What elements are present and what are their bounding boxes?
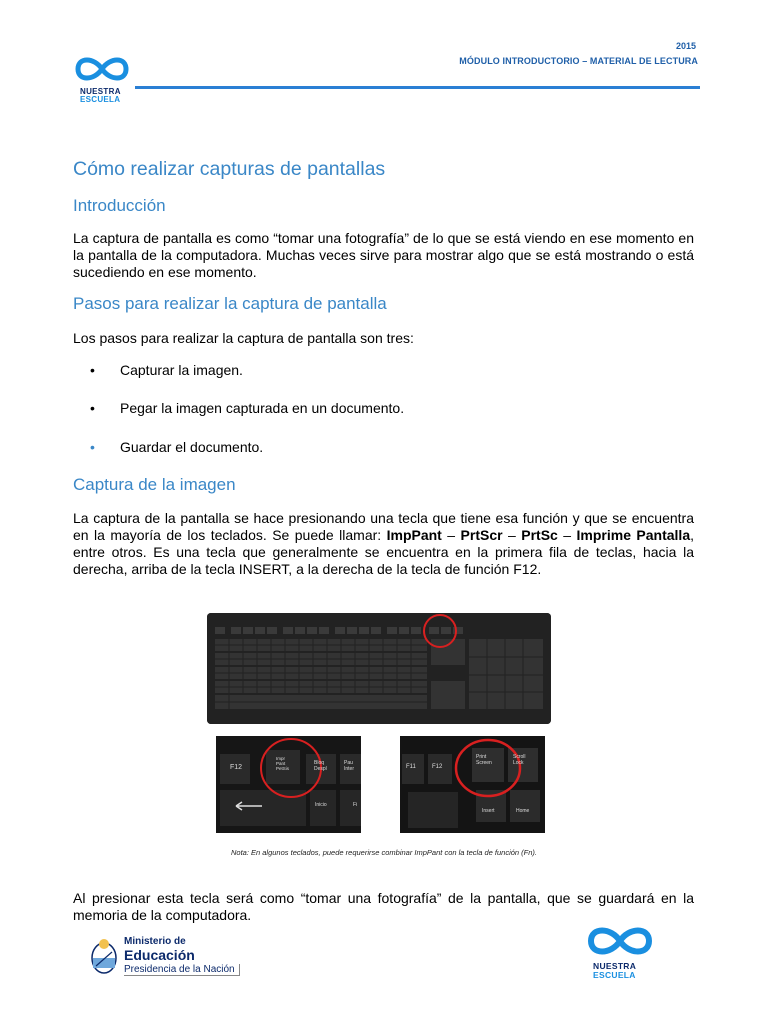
page-title: Cómo realizar capturas de pantallas: [73, 158, 386, 180]
key-impr-pant-label: Impr Pant PetSis: [276, 756, 290, 771]
logo-line-1: NUESTRA: [80, 87, 121, 96]
list-item: • Pegar la imagen capturada en un documento.: [90, 400, 405, 416]
list-item: • Capturar la imagen.: [90, 362, 243, 378]
key-pausa-label: Pau Inter: [344, 760, 355, 772]
header-year: 2015: [675, 41, 696, 51]
key-name-prtsc: PrtSc: [521, 527, 558, 543]
separator: –: [441, 527, 461, 543]
infinity-logo-icon: [585, 925, 655, 957]
capture-heading: Captura de la imagen: [73, 475, 236, 494]
image-note-caption: Nota: En algunos teclados, puede requerirse combinar ImpPant con la tecla de función (Fn).: [230, 848, 537, 857]
key-f12-label: F12: [230, 764, 243, 771]
key-f12-label: F12: [432, 764, 443, 770]
footer-logo-line-2: ESCUELA: [593, 970, 636, 980]
key-f11-label: F11: [406, 764, 416, 770]
keyboard-image: [207, 613, 551, 724]
capture-paragraph: [73, 510, 694, 578]
key-bloq-despl-label: Bloq Despl: [314, 760, 327, 772]
key-fin-label: Fi: [353, 802, 358, 808]
steps-heading: Pasos para realizar la captura de pantalla: [73, 294, 387, 313]
intro-heading: Introducción: [73, 196, 166, 215]
intro-paragraph: La captura de pantalla es como “tomar una fotografía” de lo que se está viendo en ese momento en la pantalla de la computadora. Muchas veces sirve para mostrar algo que se está mostrando o está sucediendo en ese momento.: [73, 230, 694, 280]
key-home-label: Home: [516, 808, 530, 814]
keyboard-illustration: [207, 613, 551, 724]
steps-intro: Los pasos para realizar la captura de pantalla son tres:: [73, 330, 414, 346]
step-2-text: Pegar la imagen capturada en un documento.: [120, 400, 405, 416]
header-rule: [135, 86, 700, 89]
nuestra-escuela-footer-logo: [585, 925, 655, 985]
keyboard-closeup-left: [216, 736, 361, 833]
step-1-text: Capturar la imagen.: [120, 362, 243, 378]
ministry-line-1: Ministerio de: [124, 936, 186, 947]
logo-line-2: ESCUELA: [80, 95, 121, 104]
footer-logo-line-1: NUESTRA: [593, 961, 637, 971]
infinity-logo-icon: [72, 55, 132, 83]
closing-paragraph: Al presionar esta tecla será como “tomar una fotografía” de la pantalla, que se guardará en la memoria de la computadora.: [73, 890, 694, 923]
key-print-screen-label: Print Screen: [476, 754, 492, 766]
separator: –: [557, 527, 577, 543]
key-inicio-label: Inicio: [315, 802, 327, 808]
coat-of-arms-icon: [90, 936, 118, 976]
list-item: • Guardar el documento.: [90, 439, 264, 455]
header-module-title: MÓDULO INTRODUCTORIO – MATERIAL DE LECTURA: [459, 56, 698, 66]
ministry-line-2: Educación: [124, 947, 195, 963]
nuestra-escuela-logo: [72, 55, 136, 105]
separator: –: [502, 527, 522, 543]
capture-text-2: , entre otros. Es una tecla que generalmente se encuentra en la primera fila de teclas, hacia la derecha, arriba de la tecla INSERT, a la derecha de la tecla de función F12.: [73, 527, 695, 577]
ministerio-educacion-logo: [90, 936, 255, 980]
key-name-imppant: ImpPant: [386, 527, 442, 543]
key-name-prtscr: PrtScr: [460, 527, 503, 543]
key-scroll-lock-label: Scroll Lock: [513, 754, 526, 766]
key-insert-label: Insert: [482, 808, 495, 814]
key-name-imprime-pantalla: Imprime Pantalla: [576, 527, 691, 543]
keyboard-closeup-right: [400, 736, 545, 833]
capture-text-1: La captura de la pantalla se hace presionando una tecla que tiene esa función y que se encuentra en la mayoría de los teclados. Se puede llamar:: [73, 510, 694, 543]
ministry-line-3: Presidencia de la Nación: [124, 964, 240, 976]
step-3-text: Guardar el documento.: [120, 439, 264, 455]
